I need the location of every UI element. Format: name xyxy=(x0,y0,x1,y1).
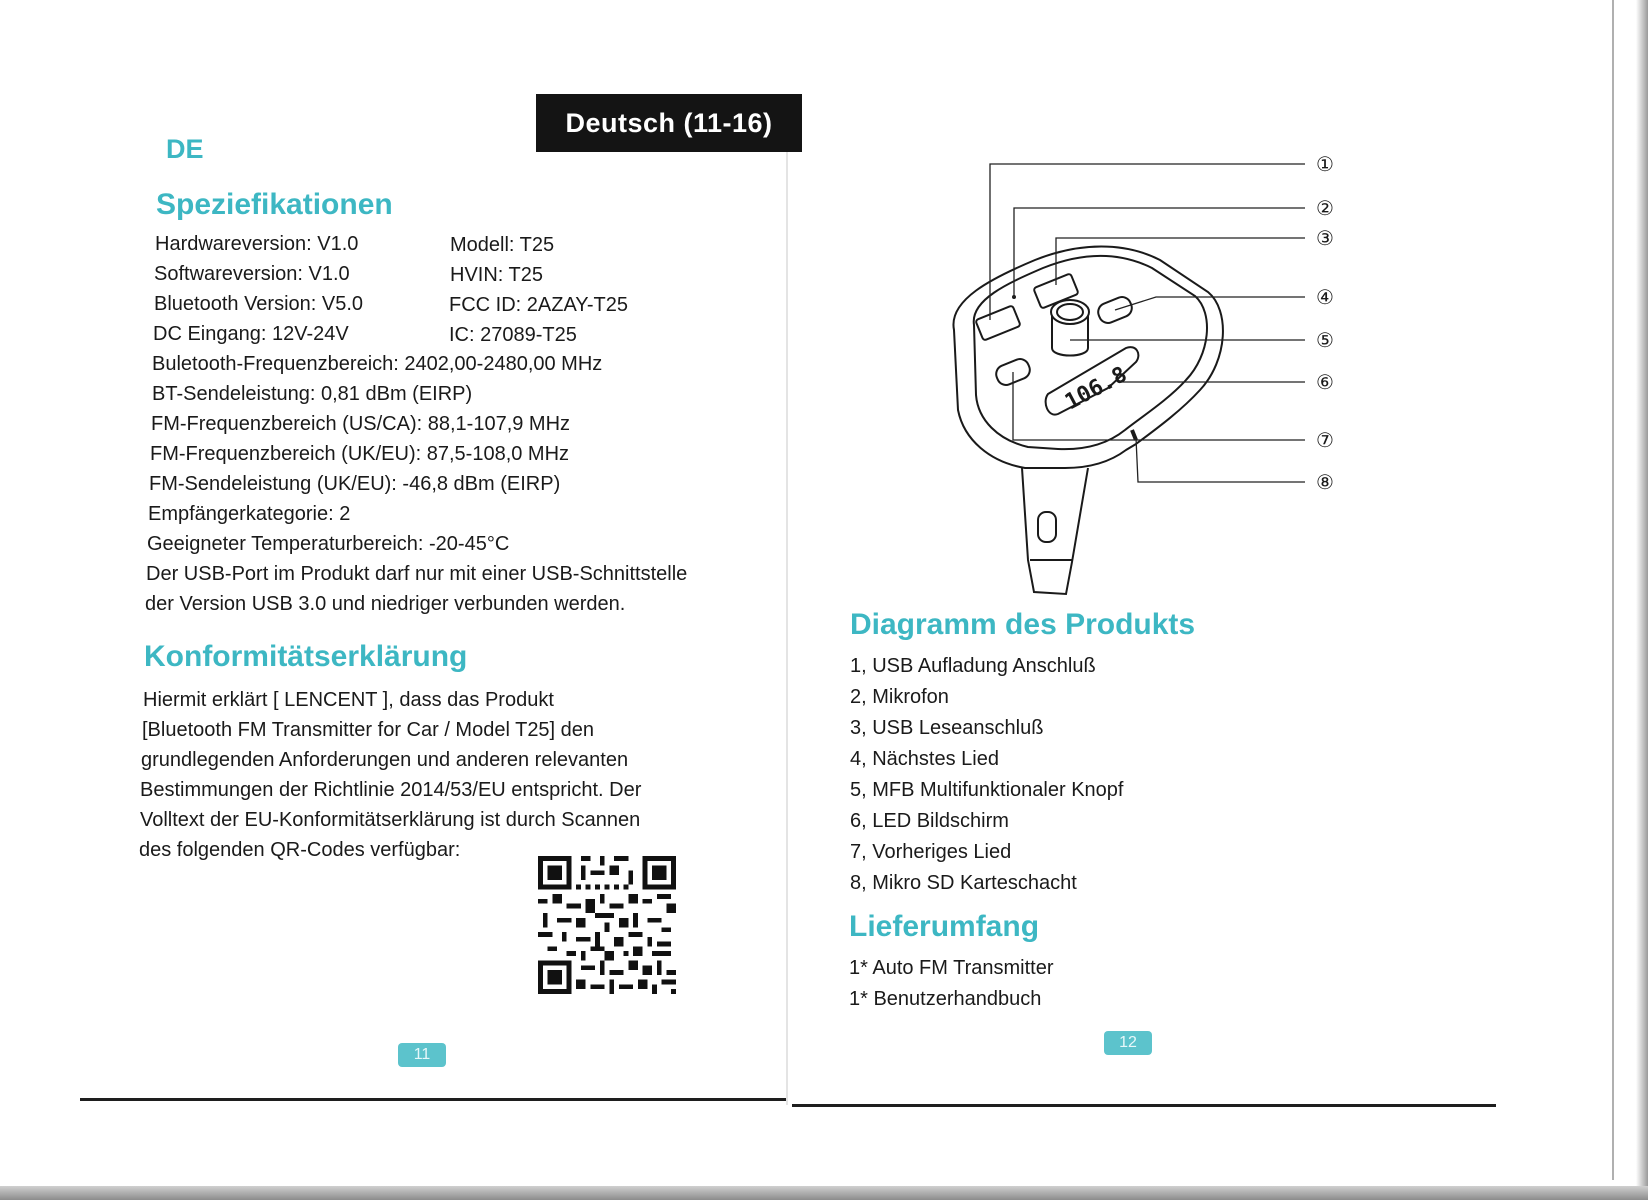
qr-code[interactable] xyxy=(538,856,676,994)
contents-item: 1* Benutzerhandbuch xyxy=(849,988,1042,1010)
left-page-edge xyxy=(80,1098,786,1101)
callout-7: ⑦ xyxy=(1316,428,1334,452)
spec-col2-line: IC: 27089-T25 xyxy=(449,324,577,346)
conformity-line: [Bluetooth FM Transmitter for Car / Model T25] den xyxy=(142,719,595,741)
diagram-item: 6, LED Bildschirm xyxy=(850,810,1009,832)
spec-line: Der USB-Port im Produkt darf nur mit einer USB-Schnittstelle xyxy=(146,563,688,585)
diagram-item: 1, USB Aufladung Anschluß xyxy=(850,655,1096,677)
scan-shadow-right xyxy=(1636,0,1648,1200)
conformity-line: grundlegenden Anforderungen und anderen relevanten xyxy=(141,749,629,771)
callout-8: ⑧ xyxy=(1316,470,1334,494)
spec-line: FM-Frequenzbereich (UK/EU): 87,5-108,0 MHz xyxy=(150,443,570,465)
spec-line: Geeigneter Temperaturbereich: -20-45°C xyxy=(147,533,510,555)
diagram-heading: Diagramm des Produkts xyxy=(850,608,1196,641)
conformity-line: Hiermit erklärt [ LENCENT ], dass das Produkt xyxy=(143,689,554,711)
conformity-line: des folgenden QR-Codes verfügbar: xyxy=(139,839,461,861)
scan-shadow-bottom xyxy=(0,1186,1648,1200)
spec-line: Buletooth-Frequenzbereich: 2402,00-2480,00 MHz xyxy=(152,353,603,375)
diagram-item: 7, Vorheriges Lied xyxy=(850,841,1012,863)
spec-line: FM-Sendeleistung (UK/EU): -46,8 dBm (EIRP) xyxy=(149,473,561,495)
spec-col2-line: HVIN: T25 xyxy=(450,264,543,286)
callout-4: ④ xyxy=(1316,285,1334,309)
spec-col1-line: Bluetooth Version: V5.0 xyxy=(154,293,364,315)
spec-col1-line: DC Eingang: 12V-24V xyxy=(153,323,349,345)
diagram-item: 4, Nächstes Lied xyxy=(850,748,999,770)
product-diagram xyxy=(930,150,1350,600)
diagram-item: 5, MFB Multifunktionaler Knopf xyxy=(850,779,1124,801)
spec-line: BT-Sendeleistung: 0,81 dBm (EIRP) xyxy=(152,383,473,405)
language-code: DE xyxy=(166,134,204,164)
diagram-item: 2, Mikrofon xyxy=(850,686,949,708)
callout-6: ⑥ xyxy=(1316,370,1334,394)
spec-col2-line: FCC ID: 2AZAY-T25 xyxy=(449,294,628,316)
right-page-edge xyxy=(792,1104,1496,1107)
callout-1: ① xyxy=(1316,152,1334,176)
language-tab: Deutsch (11-16) xyxy=(536,94,802,152)
conformity-line: Volltext der EU-Konformitätserklärung ist durch Scannen xyxy=(140,809,641,831)
spec-col1-line: Softwareversion: V1.0 xyxy=(154,263,350,285)
conformity-heading: Konformitätserklärung xyxy=(144,640,468,673)
spec-line: Empfängerkategorie: 2 xyxy=(148,503,351,525)
conformity-line: Bestimmungen der Richtlinie 2014/53/EU entspricht. Der xyxy=(140,779,642,801)
transmitter-body xyxy=(953,247,1222,595)
spec-line: FM-Frequenzbereich (US/CA): 88,1-107,9 MHz xyxy=(151,413,571,435)
contents-heading: Lieferumfang xyxy=(849,910,1040,943)
page-number-badge: 12 xyxy=(1104,1031,1152,1055)
spec-col1-line: Hardwareversion: V1.0 xyxy=(155,233,359,255)
spec-line: der Version USB 3.0 und niedriger verbunden werden. xyxy=(145,593,626,615)
diagram-item: 3, USB Leseanschluß xyxy=(850,717,1044,739)
page-fold xyxy=(786,115,788,1105)
callout-2: ② xyxy=(1316,196,1334,220)
callout-5: ⑤ xyxy=(1316,328,1334,352)
led-reading: 106.8 xyxy=(1061,362,1132,416)
callout-3: ③ xyxy=(1316,226,1334,250)
spec-heading: Speziefikationen xyxy=(156,188,393,221)
spec-col2-line: Modell: T25 xyxy=(450,234,555,256)
scan-edge-line xyxy=(1612,0,1614,1180)
page-number-badge: 11 xyxy=(398,1043,446,1067)
mfb-knob xyxy=(1051,300,1089,356)
diagram-item: 8, Mikro SD Karteschacht xyxy=(850,872,1077,894)
contents-item: 1* Auto FM Transmitter xyxy=(849,957,1054,979)
